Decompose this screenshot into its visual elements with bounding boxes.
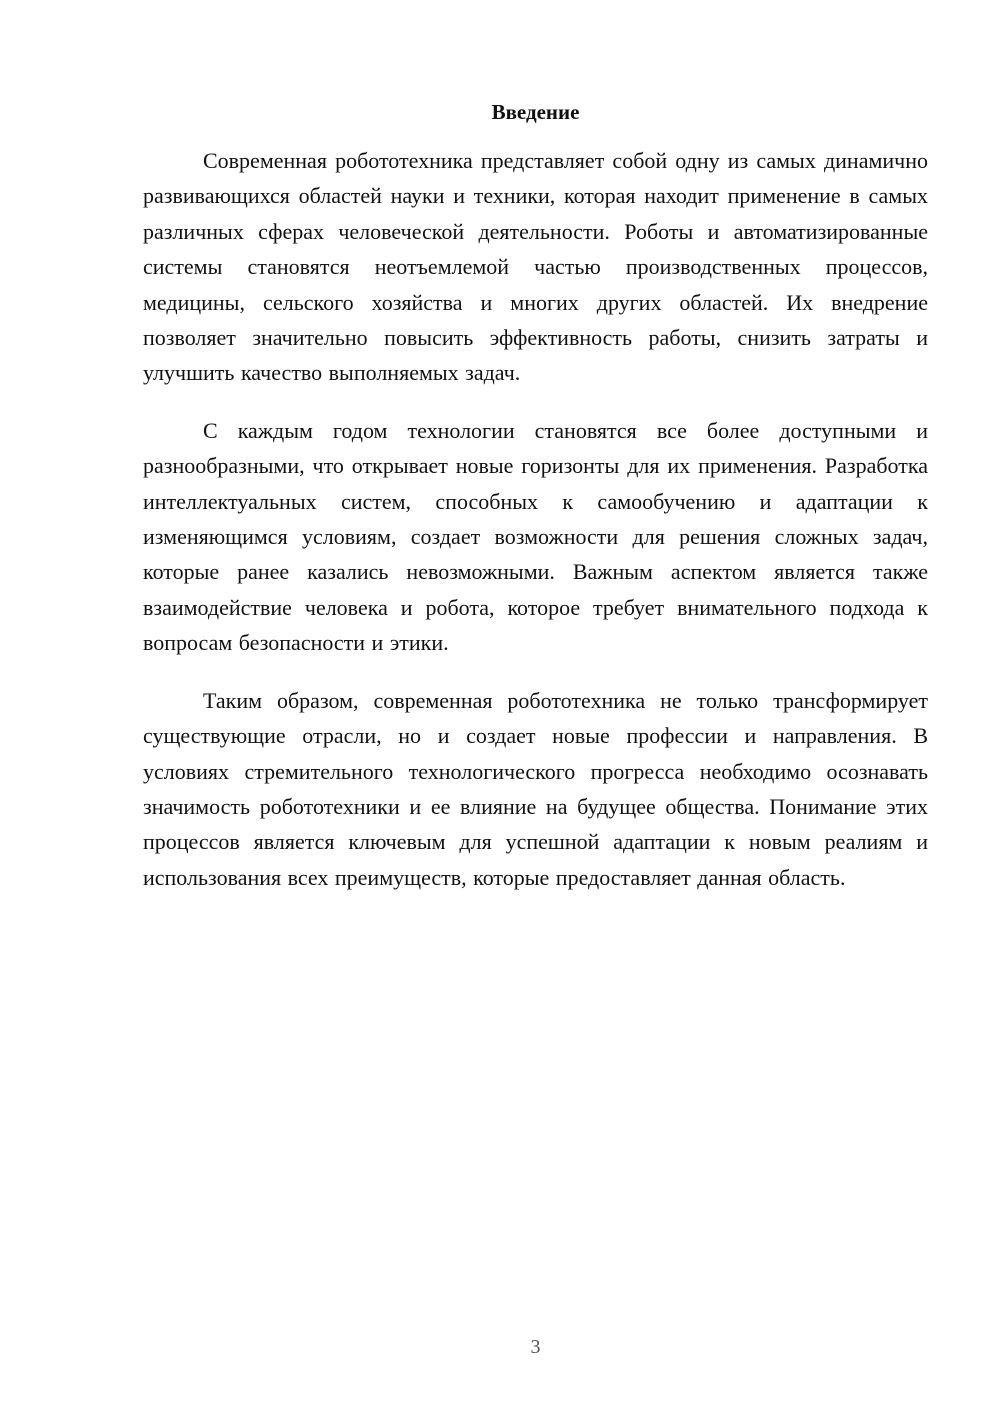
page-number: 3 xyxy=(530,1336,541,1358)
paragraph-3: Таким образом, современная робототехника не только трансформирует существующие отрасли, но и создает новые профессии и направления. В условиях стремительного технологического прогресса необходимо осознавать значимость робототехники и ее влияние на будущее общества. Понимание этих процессов является ключевым для успешной адаптации к новым реалиям и использования всех преимуществ, которые предоставляет данная область. xyxy=(143,687,928,890)
paragraph-1: Современная робототехника представляет собой одну из самых динамично развивающихся областей науки и техники, которая находит применение в самых различных сферах человеческой деятельности. Роботы и автоматизированные системы становятся неотъемлемой частью производственных процессов, медицины, сельского хозяйства и многих других областей. Их внедрение позволяет значительно повысить эффективность работы, снизить затраты и улучшить качество выполняемых задач. xyxy=(143,148,928,386)
section-heading: Введение xyxy=(491,100,580,124)
body-text xyxy=(143,143,928,917)
paragraph-2: С каждым годом технологии становятся все более доступными и разнообразными, что открывает новые горизонты для их применения. Разработка интеллектуальных систем, способных к самообучению и адаптации к изменяющимся условиям, создает возможности для решения сложных задач, которые ранее казались невозможными. Важным аспектом является также взаимодействие человека и робота, которое требует внимательного подхода к вопросам безопасности и этики. xyxy=(143,417,928,656)
